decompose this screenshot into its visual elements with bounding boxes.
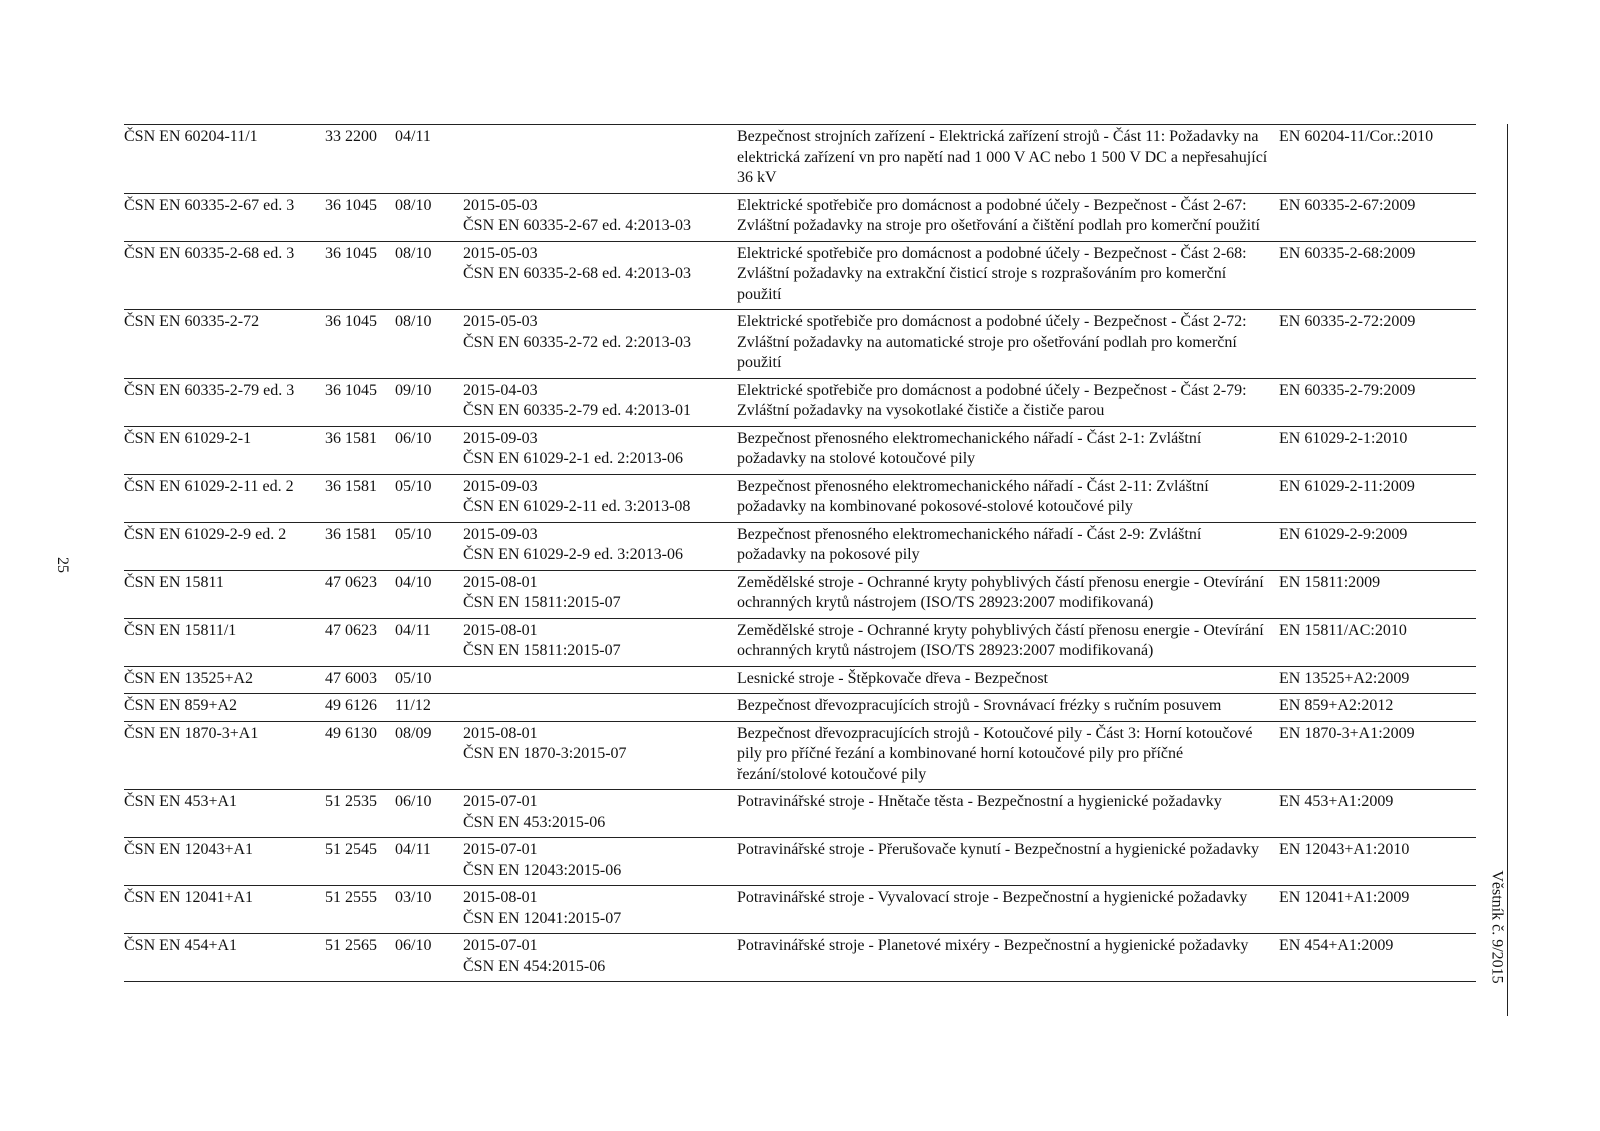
issue-date: 04/11: [395, 621, 431, 639]
standard-title: Potravinářské stroje - Přerušovače kynutí - Bezpečnostní a hygienické požadavky: [737, 841, 1260, 858]
replacement-standard: ČSN EN 61029-2-11 ed. 3:2013-08: [463, 498, 691, 515]
replacement-standard: ČSN EN 60335-2-72 ed. 2:2013-03: [463, 333, 691, 351]
withdrawal-cell: [463, 125, 737, 194]
standard-designation: ČSN EN 60335-2-79 ed. 3: [124, 381, 295, 399]
standard-title: Elektrické spotřebiče pro domácnost a podobné účely - Bezpečnost - Část 2-79: Zvláštní požadavky na vysokotlaké čističe a čističe parou: [737, 381, 1247, 419]
european-standard: EN 61029-2-1:2010: [1279, 429, 1408, 447]
table-row: [124, 886, 1476, 934]
issue-date: 03/10: [395, 889, 432, 906]
replacement-standard: ČSN EN 454:2015-06: [463, 957, 606, 975]
replacement-standard: ČSN EN 61029-2-1 ed. 2:2013-06: [463, 450, 683, 467]
classification-mark: 36 1045: [325, 381, 377, 399]
withdrawal-cell: [463, 426, 737, 474]
standard-title: Zemědělské stroje - Ochranné kryty pohyblivých částí přenosu energie - Otevírání ochranných krytů nástrojem (ISO/TS 28923:2007 modifikovaná): [737, 573, 1264, 611]
classification-mark: 33 2200: [325, 128, 377, 145]
classification-mark: 36 1581: [325, 525, 377, 543]
classification-mark: 51 2545: [325, 841, 377, 858]
replacement-standard: ČSN EN 12043:2015-06: [463, 861, 622, 879]
table-row: [124, 378, 1476, 426]
standard-title: Bezpečnost přenosného elektromechanického nářadí - Část 2-11: Zvláštní požadavky na kombinované pokosové-stolové kotoučové pily: [737, 477, 1209, 515]
classification-mark: 49 6126: [325, 697, 377, 714]
european-standard: EN 859+A2:2012: [1279, 697, 1394, 714]
table-body: [124, 125, 1476, 982]
replacement-standard: ČSN EN 60335-2-67 ed. 4:2013-03: [463, 217, 691, 234]
classification-mark: 36 1581: [325, 477, 377, 495]
withdrawal-cell: [463, 934, 737, 982]
european-standard: EN 12041+A1:2009: [1279, 889, 1410, 906]
european-standard: EN 61029-2-9:2009: [1279, 525, 1408, 543]
table-row: [124, 474, 1476, 522]
issue-date: 11/12: [395, 697, 431, 714]
withdrawal-cell: [463, 790, 737, 838]
table-row: [124, 721, 1476, 790]
standard-designation: ČSN EN 61029-2-11 ed. 2: [124, 477, 294, 495]
standard-title: Bezpečnost dřevozpracujících strojů - Kotoučové pily - Část 3: Horní kotoučové pily pro příčné řezání a kombinované horní kotoučové pily pro příčné řezání/stolové kotoučové pily: [737, 724, 1253, 783]
replacement-standard: ČSN EN 1870-3:2015-07: [463, 745, 627, 762]
classification-mark: 51 2555: [325, 889, 377, 906]
standard-title: Elektrické spotřebiče pro domácnost a podobné účely - Bezpečnost - Část 2-72: Zvláštní požadavky na automatické stroje pro ošetřování podlah pro komerční použití: [737, 313, 1247, 371]
classification-mark: 36 1045: [325, 313, 377, 330]
standard-designation: ČSN EN 60335-2-67 ed. 3: [124, 196, 295, 214]
issue-date: 06/10: [395, 793, 432, 810]
table-row: [124, 522, 1476, 570]
issue-date: 04/11: [395, 841, 431, 858]
classification-mark: 51 2565: [325, 937, 377, 954]
issue-date: 08/10: [395, 196, 432, 214]
withdrawal-cell: [463, 193, 737, 241]
european-standard: EN 61029-2-11:2009: [1279, 477, 1415, 495]
standards-table-wrapper: [124, 124, 1476, 982]
european-standard: EN 60335-2-68:2009: [1279, 244, 1416, 262]
standard-designation: ČSN EN 60335-2-72: [124, 313, 260, 330]
withdrawal-date: 2015-05-03: [463, 313, 538, 330]
standard-title: Bezpečnost přenosného elektromechanického nářadí - Část 2-1: Zvláštní požadavky na stolové kotoučové pily: [737, 429, 1202, 467]
standard-designation: ČSN EN 60335-2-68 ed. 3: [124, 244, 295, 262]
withdrawal-cell: [463, 570, 737, 618]
standard-designation: ČSN EN 61029-2-1: [124, 429, 252, 447]
replacement-standard: ČSN EN 60335-2-79 ed. 4:2013-01: [463, 402, 691, 419]
withdrawal-date: 2015-07-01: [463, 793, 538, 810]
page-number: 25: [54, 557, 71, 573]
standard-designation: ČSN EN 454+A1: [124, 937, 238, 954]
standard-title: Elektrické spotřebiče pro domácnost a podobné účely - Bezpečnost - Část 2-67: Zvláštní požadavky na stroje pro ošetřování a čištění podlah pro komerční použití: [737, 196, 1260, 234]
withdrawal-date: 2015-08-01: [463, 889, 538, 906]
replacement-standard: ČSN EN 453:2015-06: [463, 813, 606, 831]
standard-title: Zemědělské stroje - Ochranné kryty pohyblivých částí přenosu energie - Otevírání ochranných krytů nástrojem (ISO/TS 28923:2007 modifikovaná): [737, 621, 1264, 659]
table-row: [124, 934, 1476, 982]
standard-designation: ČSN EN 13525+A2: [124, 669, 254, 687]
withdrawal-cell: [463, 474, 737, 522]
classification-mark: 36 1045: [325, 244, 377, 262]
european-standard: EN 454+A1:2009: [1279, 937, 1394, 954]
withdrawal-cell: [463, 241, 737, 310]
withdrawal-date: 2015-09-03: [463, 477, 538, 495]
standard-designation: ČSN EN 12043+A1: [124, 841, 254, 858]
issue-date: 05/10: [395, 525, 432, 543]
issue-date: 04/11: [395, 128, 431, 145]
standard-title: Potravinářské stroje - Planetové mixéry - Bezpečnostní a hygienické požadavky: [737, 937, 1249, 954]
replacement-standard: ČSN EN 61029-2-9 ed. 3:2013-06: [463, 546, 683, 563]
classification-mark: 36 1045: [325, 196, 377, 214]
standard-title: Elektrické spotřebiče pro domácnost a podobné účely - Bezpečnost - Část 2-68: Zvláštní požadavky na extrakční čisticí stroje s rozprašováním pro komerční použití: [737, 244, 1247, 303]
classification-mark: 49 6130: [325, 724, 377, 742]
withdrawal-cell: [463, 721, 737, 790]
withdrawal-cell: [463, 666, 737, 694]
issue-date: 06/10: [395, 937, 432, 954]
withdrawal-cell: [463, 618, 737, 666]
standard-designation: ČSN EN 453+A1: [124, 793, 238, 810]
standard-title: Potravinářské stroje - Hnětače těsta - Bezpečnostní a hygienické požadavky: [737, 793, 1222, 810]
classification-mark: 47 0623: [325, 621, 377, 639]
european-standard: EN 12043+A1:2010: [1279, 841, 1410, 858]
european-standard: EN 15811:2009: [1279, 573, 1381, 591]
european-standard: EN 1870-3+A1:2009: [1279, 724, 1415, 742]
standard-designation: ČSN EN 15811/1: [124, 621, 237, 639]
issue-date: 08/09: [395, 724, 432, 742]
standard-designation: ČSN EN 60204-11/1: [124, 128, 258, 145]
european-standard: EN 60204-11/Cor.:2010: [1279, 128, 1434, 145]
withdrawal-date: 2015-07-01: [463, 841, 538, 858]
withdrawal-cell: [463, 838, 737, 886]
standard-title: Bezpečnost dřevozpracujících strojů - Srovnávací frézky s ručním posuvem: [737, 697, 1222, 714]
standard-title: Lesnické stroje - Štěpkovače dřeva - Bezpečnost: [737, 669, 1048, 687]
issue-date: 08/10: [395, 244, 432, 262]
table-row: [124, 193, 1476, 241]
classification-mark: 47 0623: [325, 573, 377, 591]
withdrawal-date: 2015-08-01: [463, 573, 538, 591]
issue-date: 06/10: [395, 429, 432, 447]
classification-mark: 51 2535: [325, 793, 377, 810]
table-row: [124, 618, 1476, 666]
withdrawn-standards-table: [124, 124, 1476, 982]
standard-title: Potravinářské stroje - Vyvalovací stroje - Bezpečnostní a hygienické požadavky: [737, 889, 1248, 906]
table-row: [124, 125, 1476, 194]
journal-label: Věstník č. 9/2015: [1488, 870, 1506, 984]
table-row: [124, 838, 1476, 886]
withdrawal-date: 2015-05-03: [463, 196, 538, 214]
right-margin-rule: [1507, 124, 1508, 1016]
replacement-standard: ČSN EN 15811:2015-07: [463, 642, 621, 659]
issue-date: 09/10: [395, 381, 432, 399]
classification-mark: 47 6003: [325, 669, 377, 687]
standard-designation: ČSN EN 12041+A1: [124, 889, 254, 906]
table-row: [124, 426, 1476, 474]
replacement-standard: ČSN EN 60335-2-68 ed. 4:2013-03: [463, 265, 691, 282]
standard-designation: ČSN EN 859+A2: [124, 697, 238, 714]
standard-title: Bezpečnost přenosného elektromechanického nářadí - Část 2-9: Zvláštní požadavky na pokosové pily: [737, 525, 1202, 563]
issue-date: 08/10: [395, 313, 432, 330]
table-row: [124, 666, 1476, 694]
withdrawal-cell: [463, 310, 737, 379]
european-standard: EN 60335-2-79:2009: [1279, 381, 1416, 399]
withdrawal-date: 2015-08-01: [463, 724, 538, 742]
standard-designation: ČSN EN 1870-3+A1: [124, 724, 259, 742]
european-standard: EN 13525+A2:2009: [1279, 669, 1410, 687]
table-row: [124, 310, 1476, 379]
withdrawal-cell: [463, 522, 737, 570]
withdrawal-date: 2015-04-03: [463, 381, 538, 399]
withdrawal-cell: [463, 378, 737, 426]
issue-date: 04/10: [395, 573, 432, 591]
withdrawal-date: 2015-09-03: [463, 525, 538, 543]
standard-designation: ČSN EN 15811: [124, 573, 224, 591]
withdrawal-date: 2015-07-01: [463, 937, 538, 954]
withdrawal-date: 2015-08-01: [463, 621, 538, 639]
withdrawal-cell: [463, 886, 737, 934]
replacement-standard: ČSN EN 15811:2015-07: [463, 594, 621, 611]
table-row: [124, 570, 1476, 618]
european-standard: EN 60335-2-67:2009: [1279, 196, 1416, 214]
standard-designation: ČSN EN 61029-2-9 ed. 2: [124, 525, 287, 543]
withdrawal-date: 2015-05-03: [463, 244, 538, 262]
european-standard: EN 60335-2-72:2009: [1279, 313, 1416, 330]
issue-date: 05/10: [395, 669, 432, 687]
table-row: [124, 694, 1476, 722]
table-row: [124, 790, 1476, 838]
classification-mark: 36 1581: [325, 429, 377, 447]
european-standard: EN 453+A1:2009: [1279, 793, 1394, 810]
table-row: [124, 241, 1476, 310]
withdrawal-date: 2015-09-03: [463, 429, 538, 447]
standard-title: Bezpečnost strojních zařízení - Elektrická zařízení strojů - Část 11: Požadavky na elektrická zařízení vn pro napětí nad 1 000 V AC nebo 1 500 V DC a nepřesahující 36 kV: [737, 128, 1268, 186]
withdrawal-cell: [463, 694, 737, 722]
replacement-standard: ČSN EN 12041:2015-07: [463, 909, 622, 927]
european-standard: EN 15811/AC:2010: [1279, 621, 1407, 639]
issue-date: 05/10: [395, 477, 432, 495]
